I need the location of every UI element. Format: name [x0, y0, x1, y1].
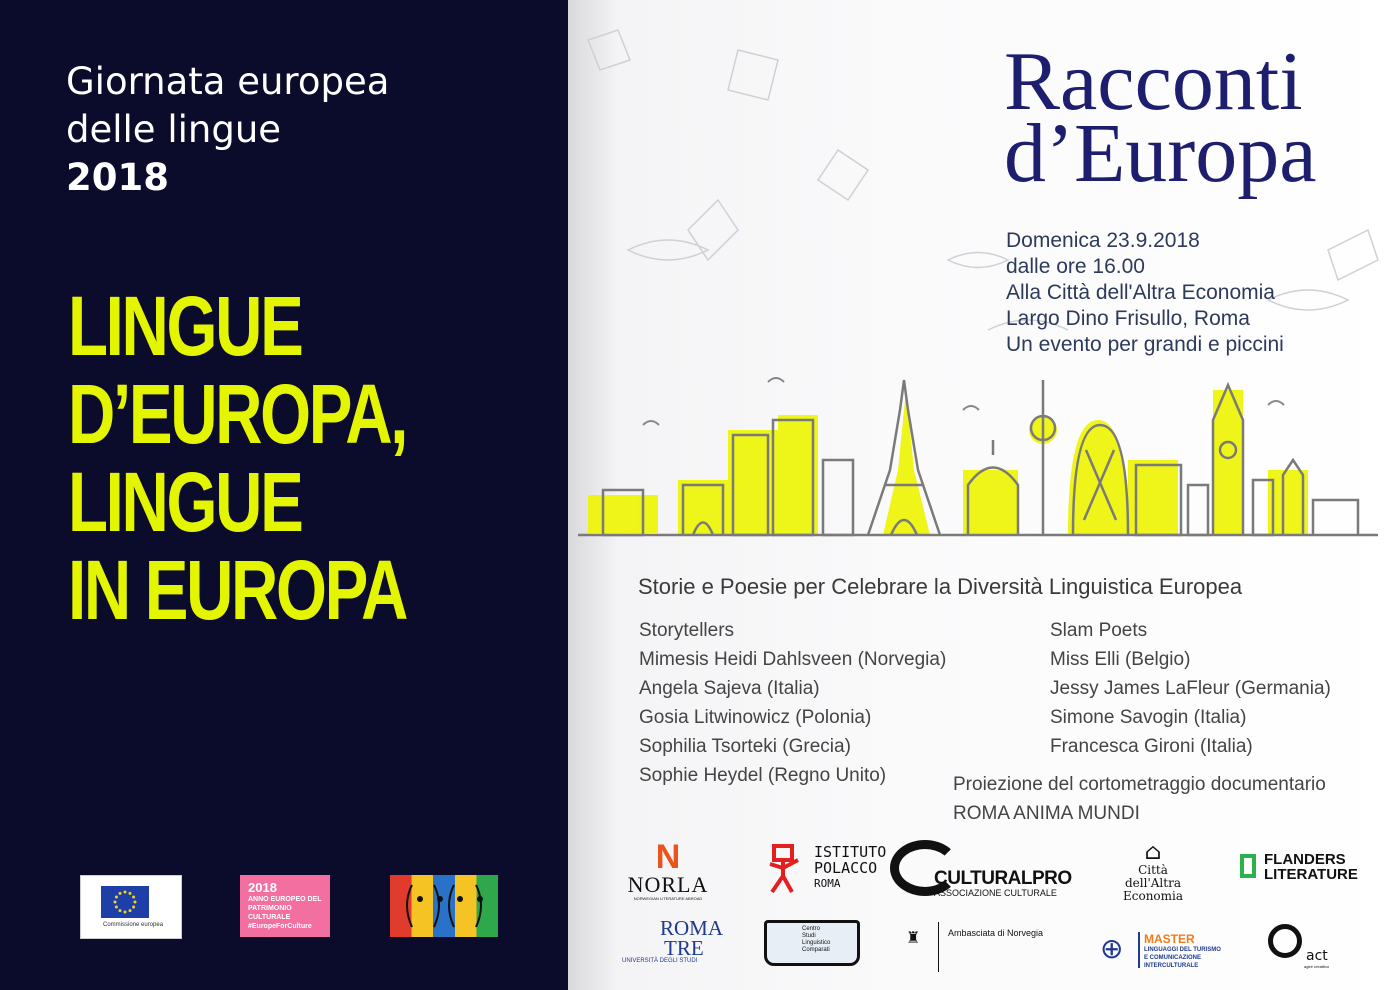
polacco-line: ROMA — [814, 877, 841, 890]
act-logo — [1256, 918, 1336, 970]
divider — [938, 922, 939, 972]
divider — [1138, 932, 1140, 968]
storytellers-list — [639, 616, 946, 790]
languages-day-faces-logo — [390, 875, 498, 937]
headline-line-3: LINGUE — [68, 455, 302, 549]
polacco-line: POLACCO — [814, 859, 878, 877]
event-time: dalle ore 16.00 — [1006, 255, 1145, 278]
headline-line-4: IN EUROPA — [68, 543, 407, 637]
city-skyline-illustration — [568, 360, 1400, 540]
projection-line-1: Proiezione del cortometraggio documentario — [953, 774, 1326, 795]
brand-line-1: Racconti — [1004, 35, 1303, 128]
projection-title: ROMA ANIMA MUNDI — [953, 803, 1140, 824]
book-text — [802, 926, 830, 954]
heritage-text: ANNO EUROPEO DEL PATRIMONIO CULTURALE — [248, 896, 322, 921]
slam-poets-list — [1050, 616, 1331, 761]
ambasciata-text: Ambasciata di Norvegia — [948, 928, 1044, 938]
program-subtitle: Storie e Poesie per Celebrare la Diversità Linguistica Europea — [638, 574, 1243, 599]
list-item: Sophilia Tsorteki (Grecia) — [639, 736, 851, 757]
headline-line-1: LINGUE — [68, 279, 302, 373]
master-line: LINGUAGGI DEL TURISMO — [1144, 947, 1221, 953]
list-item: Jessy James LaFleur (Germania) — [1050, 678, 1331, 699]
rtre-line-1: ROMA — [660, 916, 724, 940]
list-item: Miss Elli (Belgio) — [1050, 649, 1191, 670]
master-line: E COMUNICAZIONE — [1144, 955, 1201, 961]
projection-info — [953, 770, 1326, 828]
event-info — [1006, 228, 1284, 358]
norla-tagline: NORWEGIAN LITERATURE ABROAD — [633, 896, 703, 901]
flanders-square-icon — [1240, 854, 1256, 878]
event-line-1: Giornata europea — [66, 60, 390, 103]
dome-icon: ⌂ — [1144, 840, 1162, 865]
event-venue: Alla Città dell'Altra Economia — [1006, 281, 1275, 304]
caltra-line: Economia — [1122, 889, 1184, 903]
heritage-year: 2018 — [248, 880, 277, 895]
master-logo — [1100, 926, 1230, 974]
istituto-polacco-logo — [766, 842, 887, 898]
heritage-tag: #EuropeForCulture — [248, 923, 312, 930]
book-line: Centro — [802, 926, 821, 932]
polacco-wordmark — [814, 844, 886, 892]
event-line-2: delle lingue — [66, 108, 282, 151]
brand-line-2: d’Europa — [1004, 107, 1317, 200]
act-wordmark: act — [1306, 948, 1328, 964]
culturalpro-tagline: ASSOCIAZIONE CULTURALE — [934, 888, 1057, 898]
event-address: Largo Dino Frisullo, Roma — [1006, 307, 1250, 330]
magnifier-icon — [1268, 924, 1302, 958]
racconti-europa-wordmark — [1004, 35, 1317, 200]
norla-n-icon: N — [655, 838, 681, 876]
culturalpro-wordmark: CULTURALPRO — [934, 868, 1072, 889]
left-panel — [0, 0, 568, 990]
centro-studi-book-logo — [764, 920, 862, 970]
event-heading — [66, 58, 389, 202]
european-commission-logo — [80, 875, 182, 939]
headline-line-2: D’EUROPA, — [68, 367, 407, 461]
ambasciata-norvegia-logo — [906, 922, 1076, 972]
roma-tre-logo — [622, 916, 724, 964]
master-tagline — [1144, 946, 1221, 970]
list-heading: Storytellers — [639, 620, 735, 641]
figure-icon — [766, 842, 802, 894]
lion-crest-icon: ♜ — [906, 930, 921, 947]
list-item: Mimesis Heidi Dahlsveen (Norvegia) — [639, 649, 947, 670]
list-item: Francesca Gironi (Italia) — [1050, 736, 1253, 757]
globe-icon: ⊕ — [1100, 933, 1124, 964]
list-item: Angela Sajeva (Italia) — [639, 678, 820, 699]
list-item: Gosia Litwinowicz (Polonia) — [639, 707, 872, 728]
caltra-line: dell'Altra — [1125, 876, 1181, 890]
event-date: Domenica 23.9.2018 — [1006, 229, 1200, 252]
rtre-tagline: UNIVERSITÀ DEGLI STUDI — [622, 958, 698, 964]
rtre-line-2: TRE — [664, 936, 704, 960]
master-wordmark: MASTER — [1144, 932, 1195, 946]
norla-logo — [620, 840, 716, 901]
norla-wordmark: NORLA — [627, 872, 709, 897]
act-tagline: agire creattivo — [1304, 964, 1330, 969]
polacco-line: ISTITUTO — [814, 843, 887, 861]
eu-flag-icon — [101, 886, 149, 918]
flanders-wordmark — [1264, 852, 1358, 882]
caltra-line: Città — [1138, 863, 1168, 877]
book-line: Linguistico — [802, 940, 831, 946]
ec-logo-text: Commissione europea — [103, 922, 164, 928]
list-item: Sophie Heydel (Regno Unito) — [639, 765, 887, 786]
flanders-line: LITERATURE — [1264, 866, 1358, 883]
list-item: Simone Savogin (Italia) — [1050, 707, 1247, 728]
event-audience: Un evento per grandi e piccini — [1006, 333, 1284, 356]
book-line: Studi — [802, 933, 816, 939]
headline — [68, 279, 407, 637]
list-heading: Slam Poets — [1050, 620, 1148, 641]
citta-altra-economia-logo — [1108, 840, 1198, 903]
master-line: INTERCULTURALE — [1144, 963, 1199, 969]
culturalpro-logo — [890, 838, 1080, 898]
heritage-year-logo — [240, 875, 330, 937]
flanders-line: FLANDERS — [1264, 851, 1346, 868]
book-line: Comparati — [802, 947, 830, 953]
event-year: 2018 — [66, 156, 169, 199]
